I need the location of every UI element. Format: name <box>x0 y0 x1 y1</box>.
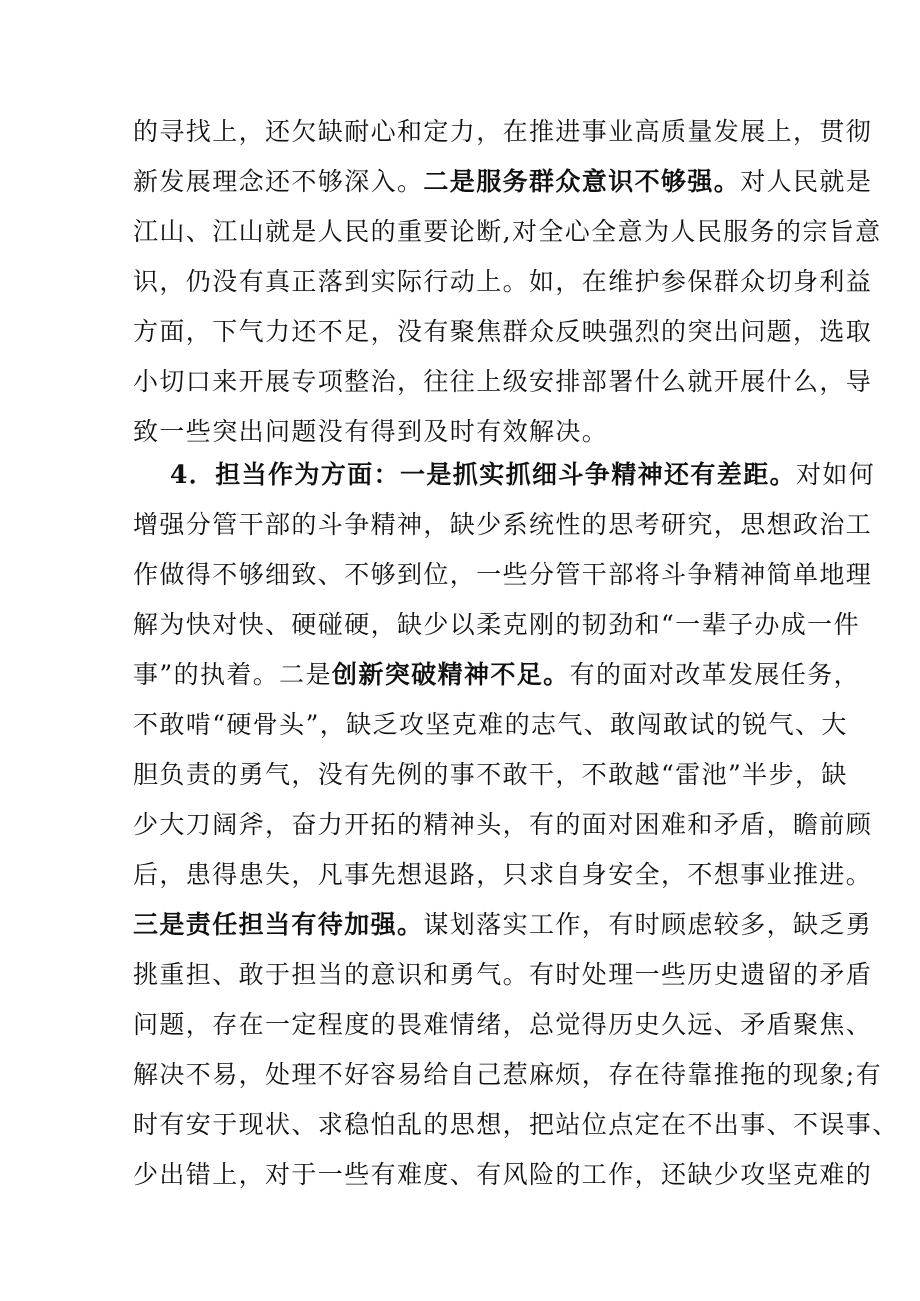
line-6-text: 小切口来开展专项整治，往往上级安排部署什么就开展什么，导 <box>133 367 873 396</box>
text-line-7 <box>133 412 793 452</box>
text-line-1 <box>133 112 873 152</box>
text-line-6 <box>133 362 873 402</box>
text-line-4 <box>133 262 873 302</box>
text-line-2 <box>133 162 873 202</box>
text-line-9 <box>133 505 873 545</box>
text-line-11 <box>133 605 860 645</box>
line-2-bold-heading: 二是服务群众意识不够强。 <box>423 167 741 196</box>
text-line-5 <box>133 312 873 352</box>
text-line-22 <box>133 1155 873 1195</box>
line-14-text: 胆负责的勇气，没有先例的事不敢干，不敢越“雷池”半步，缺 <box>133 760 848 789</box>
text-line-19 <box>133 1005 873 1045</box>
line-18-text: 挑重担、敢于担当的意识和勇气。有时处理一些历史遗留的矛盾 <box>133 960 873 989</box>
line-2-text-after: 对人民就是 <box>740 167 873 196</box>
text-line-16 <box>133 855 873 895</box>
line-13-text: 不敢啃“硬骨头”，缺乏攻坚克难的志气、敢闯敢试的锐气、大 <box>133 710 848 739</box>
line-17-text-after: 谋划落实工作，有时顾虑较多，缺乏勇 <box>423 910 873 939</box>
line-1-text: 的寻找上，还欠缺耐心和定力，在推进事业高质量发展上，贯彻 <box>133 117 873 146</box>
line-16-text: 后，患得患失，凡事先想退路，只求自身安全，不想事业推进。 <box>133 860 873 889</box>
line-19-text: 问题，存在一定程度的畏难情绪，总觉得历史久远、矛盾聚焦、 <box>133 1010 873 1039</box>
line-21-text: 时有安于现状、求稳怕乱的思想，把站位点定在不出事、不误事、 <box>133 1110 899 1139</box>
text-line-10 <box>133 555 873 595</box>
text-line-15 <box>133 805 873 845</box>
line-8-text-after: 对如何 <box>796 460 876 489</box>
line-3-text: 江山、江山就是人民的重要论断,对全心全意为人民服务的宗旨意 <box>133 217 882 246</box>
line-9-text: 增强分管干部的斗争精神，缺少系统性的思考研究，思想政治工 <box>133 510 873 539</box>
line-7-text: 致一些突出问题没有得到及时有效解决。 <box>133 417 609 446</box>
line-15-text: 少大刀阔斧，奋力开拓的精神头，有的面对困难和矛盾，瞻前顾 <box>133 810 873 839</box>
text-line-14 <box>133 755 848 795</box>
text-line-12 <box>133 655 860 695</box>
text-line-8 <box>170 455 876 495</box>
text-line-20 <box>133 1055 883 1095</box>
section-4-heading: 4．担当作为方面：一是抓实抓细斗争精神还有差距。 <box>170 460 796 489</box>
line-17-bold-heading: 三是责任担当有待加强。 <box>133 910 424 939</box>
line-12-bold-heading: 创新突破精神不足。 <box>331 660 570 689</box>
text-line-3 <box>133 212 882 252</box>
line-4-text: 识，仍没有真正落到实际行动上。如，在维护参保群众切身利益 <box>133 267 873 296</box>
text-line-18 <box>133 955 873 995</box>
line-10-text: 作做得不够细致、不够到位，一些分管干部将斗争精神简单地理 <box>133 560 873 589</box>
text-line-21 <box>133 1105 899 1145</box>
line-12-text: 事”的执着。二是 <box>133 660 332 689</box>
line-2-text: 新发展理念还不够深入。 <box>133 167 424 196</box>
line-12-text-after: 有的面对改革发展任务， <box>569 660 860 689</box>
text-line-13 <box>133 705 848 745</box>
line-5-text: 方面，下气力还不足，没有聚焦群众反映强烈的突出问题，选取 <box>133 317 873 346</box>
text-line-17 <box>133 905 873 945</box>
line-11-text: 解为快对快、硬碰硬，缺少以柔克刚的韧劲和“一辈子办成一件 <box>133 610 860 639</box>
line-20-text: 解决不易，处理不好容易给自己惹麻烦，存在待靠推拖的现象;有 <box>133 1060 883 1089</box>
line-22-text: 少出错上，对于一些有难度、有风险的工作，还缺少攻坚克难的 <box>133 1160 873 1189</box>
